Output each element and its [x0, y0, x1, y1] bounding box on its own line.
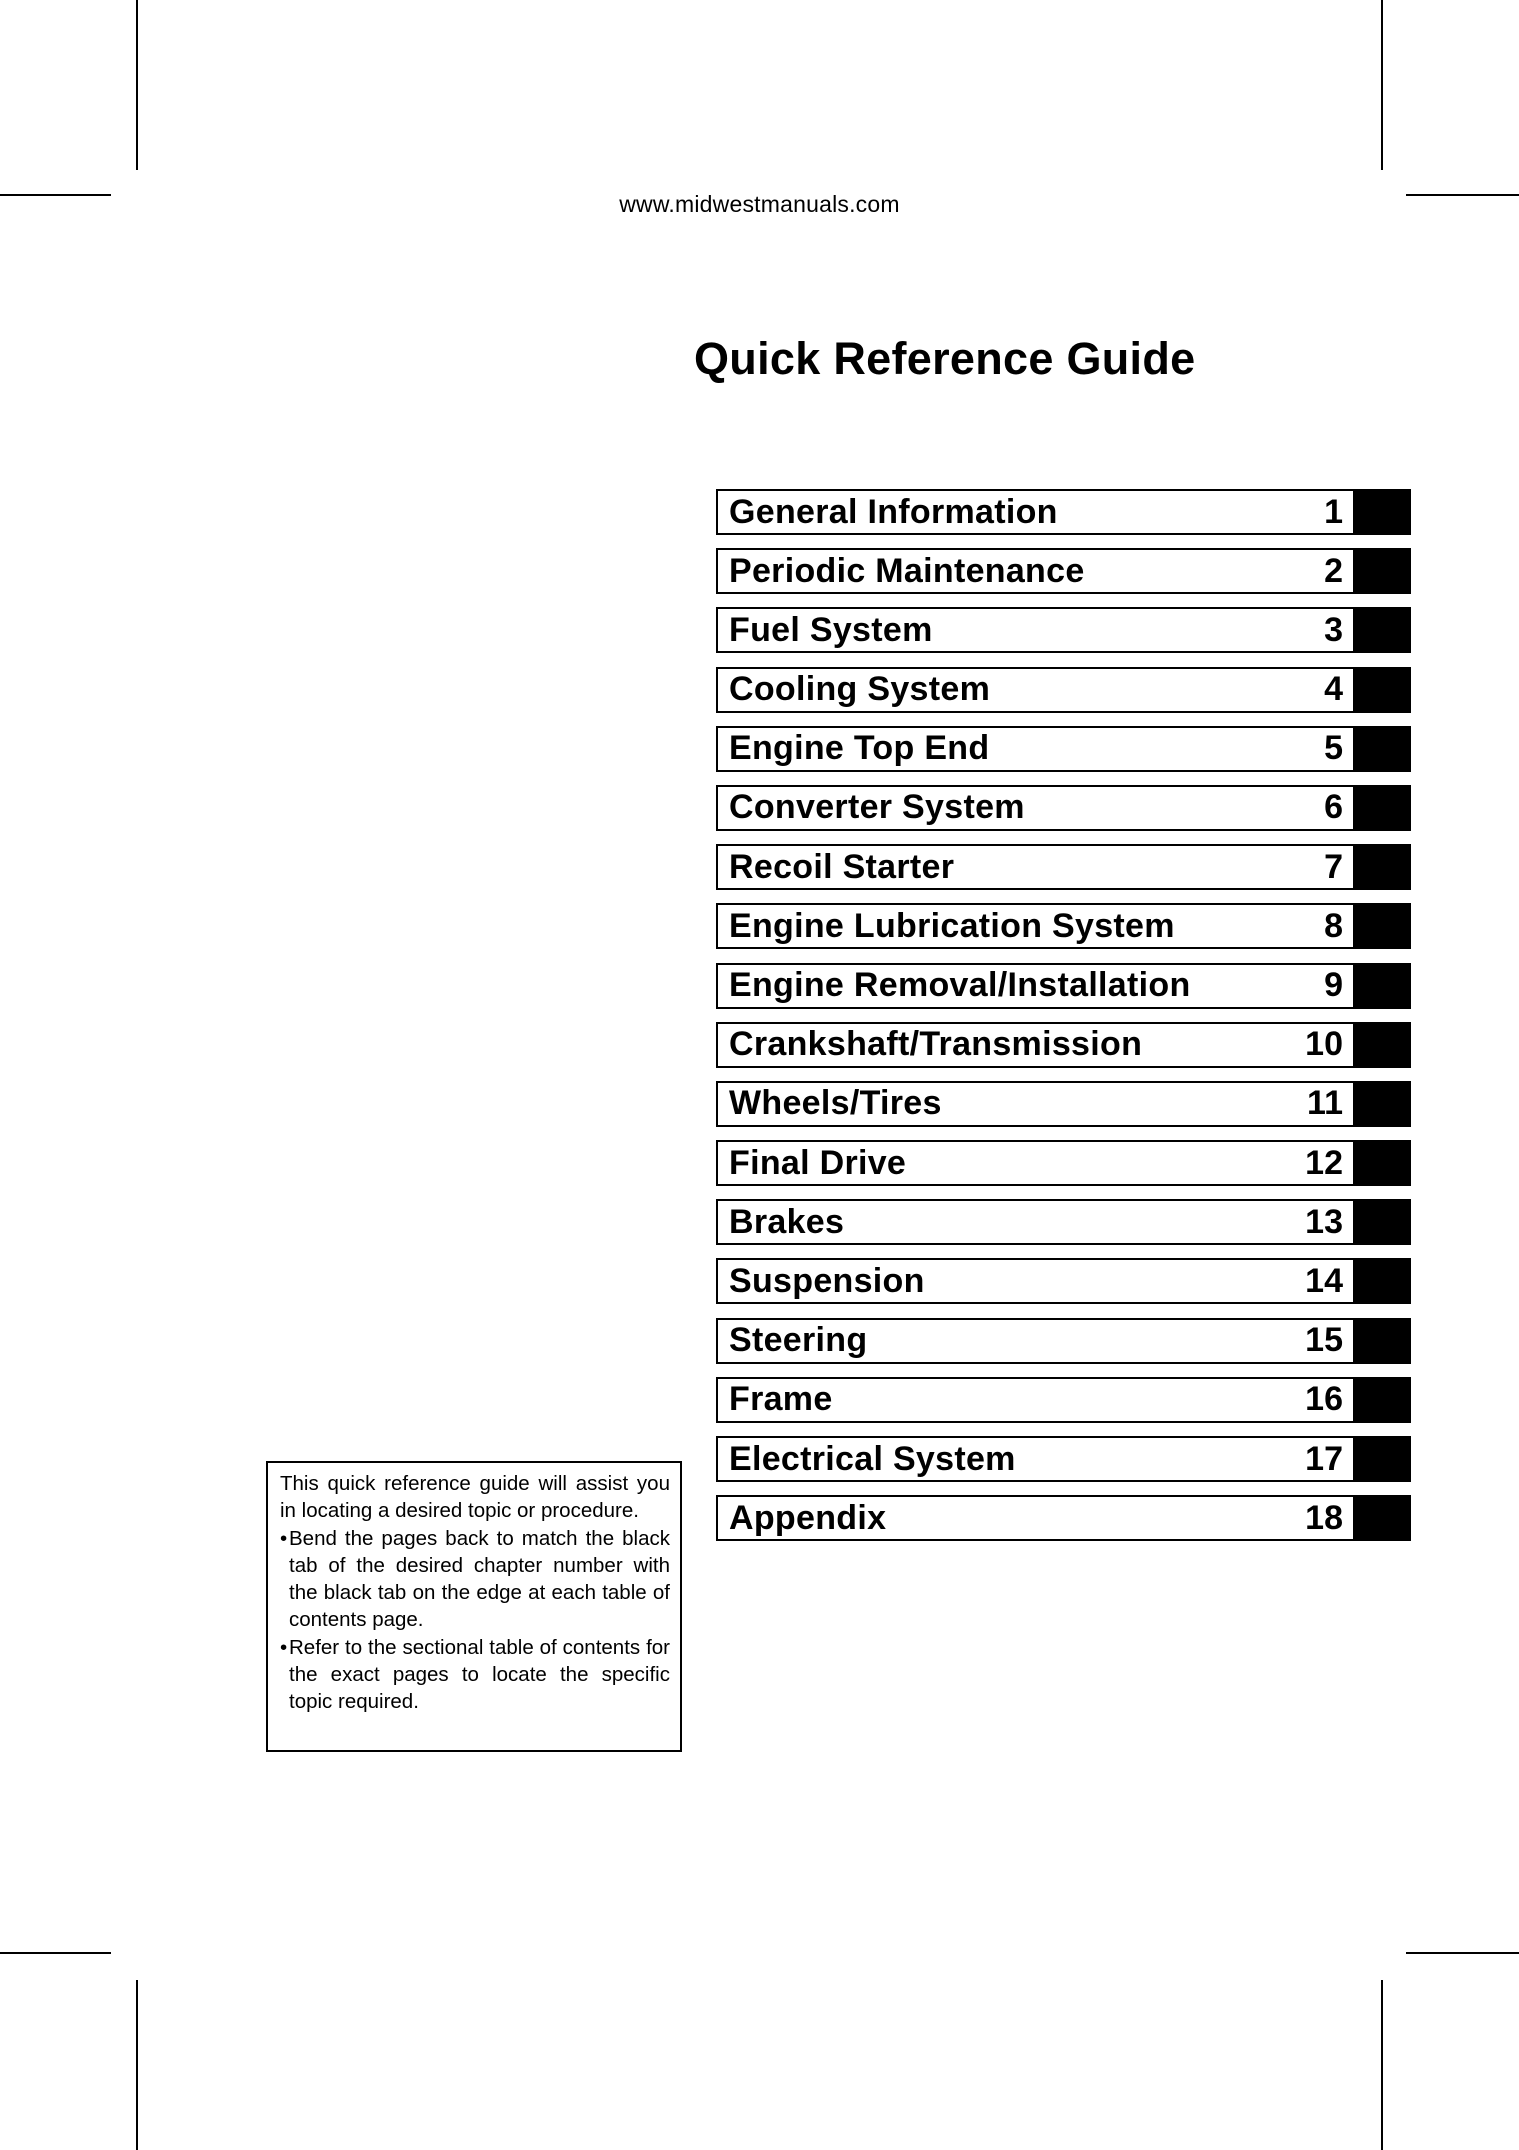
chapter-title: Appendix [729, 1498, 887, 1537]
chapter-black-tab [1353, 785, 1411, 831]
crop-mark-bottom-right-vertical [1381, 1980, 1383, 2150]
chapter-row[interactable] [716, 963, 1411, 1009]
chapter-row[interactable] [716, 1495, 1411, 1541]
header-url: www.midwestmanuals.com [619, 191, 900, 217]
chapter-black-tab [1353, 1199, 1411, 1245]
crop-mark-top-left-vertical [136, 0, 138, 170]
chapter-row[interactable] [716, 607, 1411, 653]
chapter-title: Suspension [729, 1261, 925, 1300]
chapter-title: Frame [729, 1380, 833, 1419]
usage-note-bullet: • Bend the pages back to match the black tab of the desired chapter number with the black tab on the edge at each table of contents page. [280, 1525, 670, 1634]
chapter-title: Engine Top End [729, 729, 990, 768]
chapter-black-tab [1353, 607, 1411, 653]
chapter-row[interactable] [716, 1199, 1411, 1245]
usage-note-bullet: • Refer to the sectional table of contents for the exact pages to locate the specific topic required. [280, 1634, 670, 1716]
chapter-row[interactable] [716, 489, 1411, 535]
chapter-number: 7 [1324, 847, 1343, 886]
chapter-black-tab [1353, 1081, 1411, 1127]
chapter-list [716, 489, 1411, 1554]
chapter-black-tab [1353, 1495, 1411, 1541]
chapter-number: 14 [1305, 1261, 1343, 1300]
chapter-row[interactable] [716, 548, 1411, 594]
chapter-number: 12 [1305, 1143, 1343, 1182]
usage-note-intro: This quick reference guide will assist you in locating a desired topic or procedure. [280, 1472, 670, 1523]
chapter-title: Brakes [729, 1202, 845, 1241]
crop-mark-top-right-vertical [1381, 0, 1383, 170]
chapter-black-tab [1353, 667, 1411, 713]
chapter-row[interactable] [716, 1258, 1411, 1304]
chapter-row[interactable] [716, 1081, 1411, 1127]
chapter-row[interactable] [716, 1022, 1411, 1068]
chapter-title: Periodic Maintenance [729, 551, 1085, 590]
chapter-number: 9 [1324, 966, 1343, 1004]
chapter-row[interactable] [716, 726, 1411, 772]
usage-note-list [280, 1525, 670, 1716]
chapter-title: Engine Removal/Installation [729, 966, 1191, 1004]
crop-mark-bottom-left-vertical [136, 1980, 138, 2150]
chapter-number: 8 [1324, 906, 1343, 945]
chapter-title: Recoil Starter [729, 847, 955, 886]
usage-note-box [266, 1461, 682, 1752]
page-title: Quick Reference Guide [694, 333, 1196, 384]
chapter-black-tab [1353, 844, 1411, 890]
chapter-title: Steering [729, 1321, 868, 1360]
chapter-black-tab [1353, 903, 1411, 949]
chapter-number: 16 [1305, 1380, 1343, 1419]
chapter-title: General Information [729, 492, 1058, 531]
chapter-black-tab [1353, 1377, 1411, 1423]
chapter-number: 10 [1305, 1025, 1343, 1064]
chapter-black-tab [1353, 1318, 1411, 1364]
chapter-black-tab [1353, 1436, 1411, 1482]
chapter-row[interactable] [716, 1318, 1411, 1364]
chapter-black-tab [1353, 1258, 1411, 1304]
chapter-title: Crankshaft/Transmission [729, 1025, 1143, 1064]
chapter-black-tab [1353, 1140, 1411, 1186]
chapter-black-tab [1353, 963, 1411, 1009]
chapter-row[interactable] [716, 785, 1411, 831]
chapter-row[interactable] [716, 667, 1411, 713]
crop-mark-bottom-right-horizontal [1406, 1952, 1519, 1954]
chapter-number: 4 [1324, 670, 1343, 709]
chapter-title: Wheels/Tires [729, 1084, 942, 1123]
chapter-black-tab [1353, 548, 1411, 594]
chapter-number: 15 [1305, 1321, 1343, 1360]
chapter-row[interactable] [716, 903, 1411, 949]
chapter-title: Cooling System [729, 670, 991, 709]
chapter-number: 13 [1305, 1202, 1343, 1241]
crop-mark-bottom-left-horizontal [0, 1952, 111, 1954]
chapter-black-tab [1353, 1022, 1411, 1068]
chapter-row[interactable] [716, 1436, 1411, 1482]
chapter-number: 2 [1324, 551, 1343, 590]
chapter-title: Engine Lubrication System [729, 906, 1175, 945]
chapter-number: 3 [1324, 610, 1343, 649]
chapter-row[interactable] [716, 1140, 1411, 1186]
chapter-number: 1 [1324, 492, 1343, 531]
chapter-number: 17 [1305, 1439, 1343, 1478]
chapter-title: Electrical System [729, 1439, 1016, 1478]
chapter-row[interactable] [716, 844, 1411, 890]
chapter-number: 18 [1305, 1498, 1343, 1537]
chapter-number: 11 [1307, 1084, 1343, 1123]
chapter-number: 6 [1324, 788, 1343, 827]
chapter-black-tab [1353, 489, 1411, 535]
chapter-black-tab [1353, 726, 1411, 772]
chapter-row[interactable] [716, 1377, 1411, 1423]
chapter-number: 5 [1324, 729, 1343, 768]
chapter-title: Fuel System [729, 610, 933, 649]
chapter-title: Converter System [729, 788, 1025, 827]
chapter-title: Final Drive [729, 1143, 907, 1182]
